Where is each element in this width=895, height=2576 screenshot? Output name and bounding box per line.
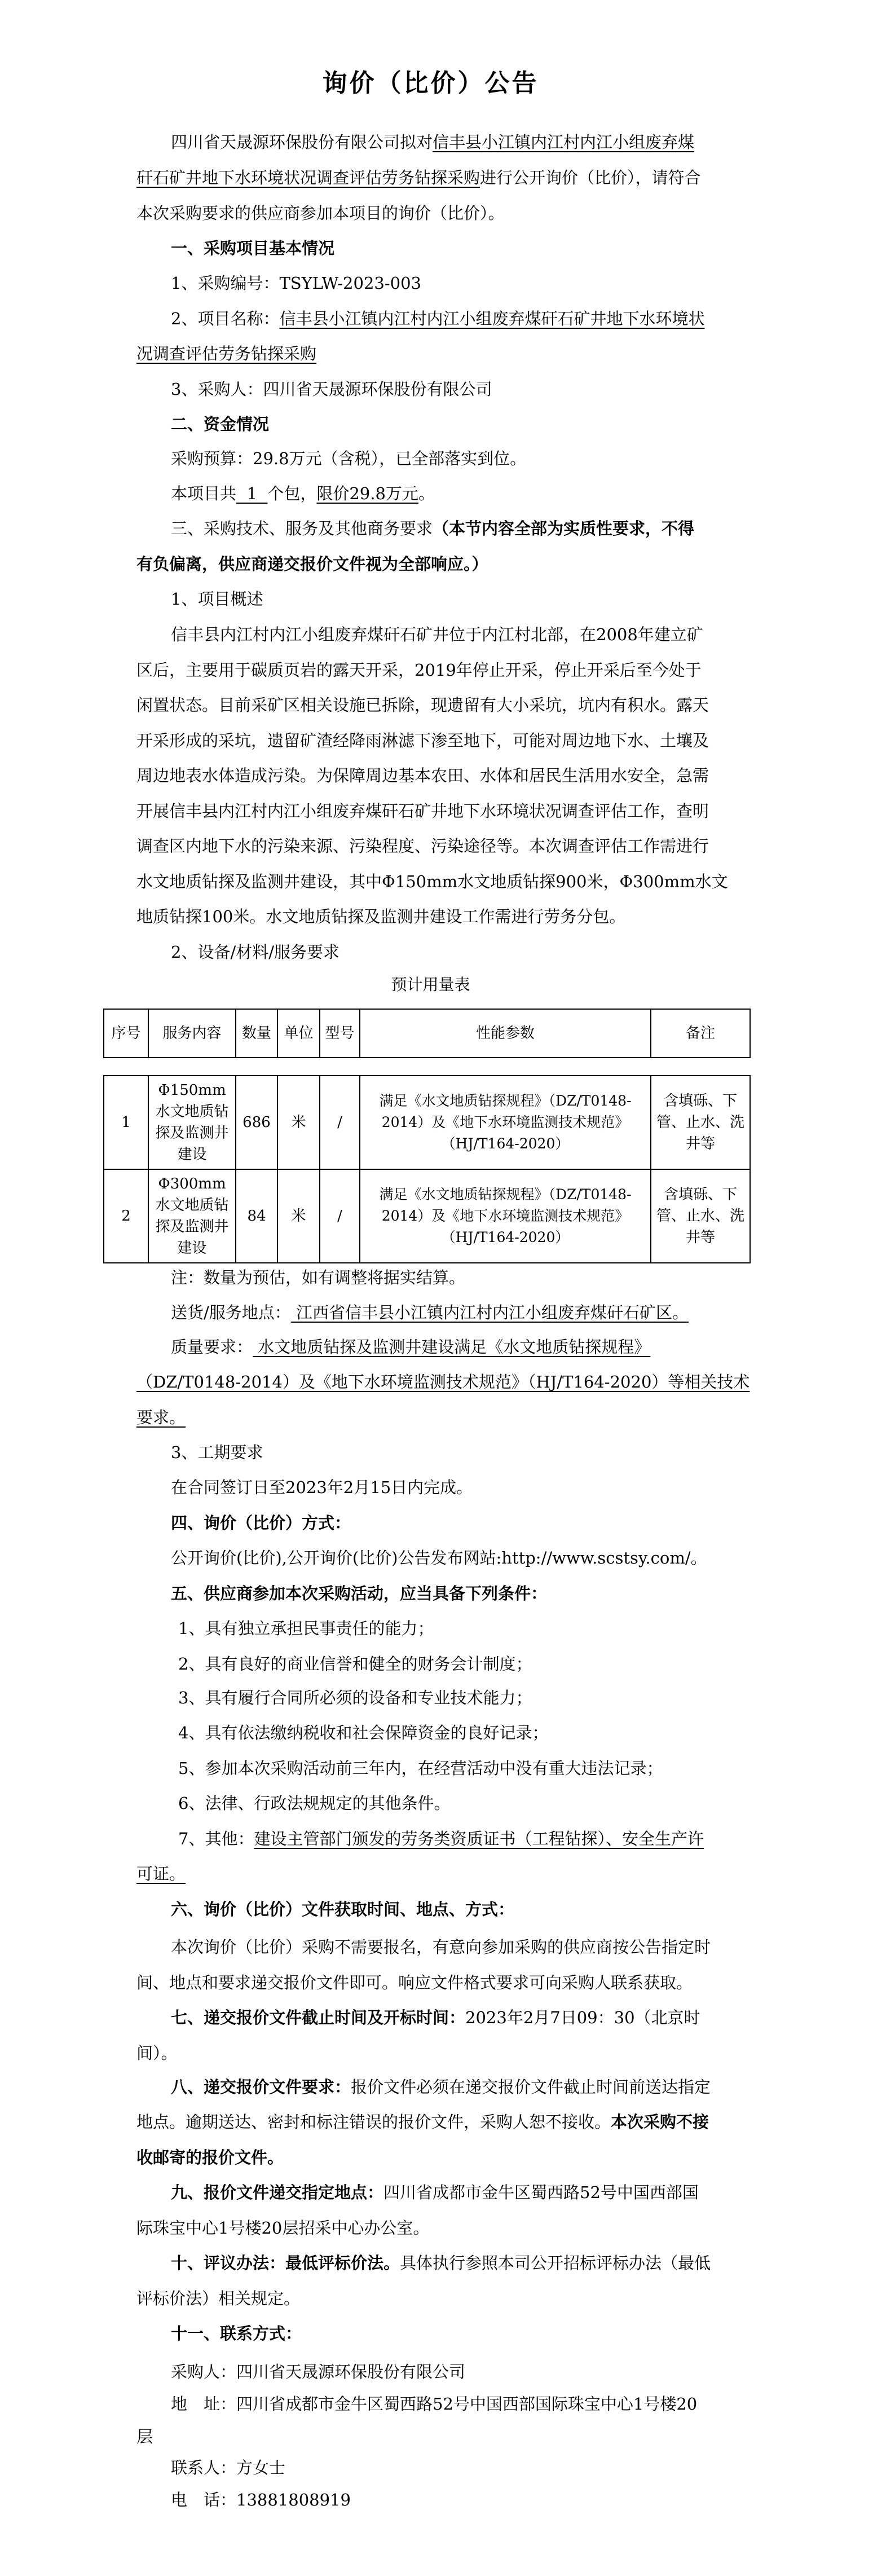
intro-text: 四川省天晟源环保股份有限公司拟对 [171,133,433,152]
section-6-text-1: 本次询价（比价）采购不需要报名，有意向参加采购的供应商按公告指定时 [171,1937,711,1957]
condition-7-value: 建设主管部门颁发的劳务类资质证书（工程钻探）、安全生产许 [254,1829,704,1848]
section-3-title: 三、采购技术、服务及其他商务要求 [171,519,433,538]
project-name-link: 信丰县小江镇内江村内江小组废弃煤 [433,133,695,152]
project-name-label: 2、项目名称： [171,309,280,328]
section-8-text-2: 地点。逾期送达、密封和标注错误的报价文件，采购人恕不接收。 [136,2112,611,2132]
overview-line-9: 地质钻探100米。水文地质钻探及监测井建设工作需进行劳务分包。 [136,907,626,926]
cell-remark: 含填砾、下管、止水、洗井等 [651,1076,750,1169]
section-3-note: （本节内容全部为实质性要求，不得 [433,519,695,538]
condition-item: 5、参加本次采购活动前三年内，在经营活动中没有重大违法记录； [178,1759,663,1778]
page-title: 询价（比价）公告 [322,69,539,98]
cell-model: / [320,1169,360,1263]
table-row [104,1169,750,1263]
contact-phone[interactable]: 电 话：13881808919 [171,2490,351,2509]
quality-value-cont: （DZ/T0148-2014）及《地下水环境监测技术规范》（HJ/T164-2020）等相关技术 [136,1372,750,1392]
cell-unit: 米 [277,1076,320,1169]
quality-value: 水文地质钻探及监测井建设满足《水文地质钻探规程》 [253,1337,651,1357]
section-10-line-2: 评标价法）相关规定。 [136,2289,301,2308]
contact-address-cont: 层 [136,2427,153,2446]
usage-table-body [103,1075,751,1263]
condition-item: 1、具有独立承担民事责任的能力； [178,1619,434,1638]
section-7-line-2: 间）。 [136,2044,178,2063]
section-2-heading: 二、资金情况 [171,415,270,434]
section-10-text: 具体执行参照本司公开招标评标办法（最低 [400,2253,711,2273]
usage-table-header [103,1009,751,1058]
section-5-heading: 五、供应商参加本次采购活动，应当具备下列条件： [171,1584,548,1603]
condition-7-value-cont: 可证。 [136,1864,186,1883]
section-8-line-3: 收邮寄的报价文件。 [136,2148,284,2167]
header-qty: 数量 [236,1009,277,1058]
contact-person: 联系人：方女士 [171,2458,286,2477]
header-no: 序号 [104,1009,148,1058]
cell-spec: 满足《水文地质钻探规程》（DZ/T0148-2014）及《地下水环境监测技术规范》（HJ/T164-2020） [360,1169,651,1263]
delivery-value: 江西省信丰县小江镇内江村内江小组废弃煤矸石矿区。 [290,1303,689,1322]
project-name-line [171,306,764,331]
intro-line-1 [171,130,764,155]
package-line [171,481,764,506]
section-6-text-2: 间、地点和要求递交报价文件即可。响应文件格式要求可向采购人联系获取。 [136,1973,693,1992]
header-content: 服务内容 [148,1009,236,1058]
project-name-value: 信丰县小江镇内江村内江小组废弃煤矸石矿井地下水环境状 [279,309,705,328]
procurement-number: 1、采购编号：TSYLW-2023-003 [171,274,421,293]
cell-unit: 米 [277,1169,320,1263]
section-10-heading: 十、评议办法：最低评标价法。 [171,2253,400,2273]
section-9-line-2: 际珠宝中心1号楼20层招采中心办公室。 [136,2218,430,2238]
section-8-text: 报价文件必须在递交报价文件截止时间前送达指定 [351,2077,711,2097]
package-end: 。 [418,484,435,503]
section-11-heading: 十一、联系方式： [171,2324,302,2343]
section-8-line [171,2075,764,2099]
budget-line: 采购预算：29.8万元（含税），已全部落实到位。 [171,449,527,468]
overview-line-3: 闲置状态。目前采矿区相关设施已拆除，现遗留有大小采坑，坑内有积水。露天 [136,695,709,715]
package-count: 1 [236,484,268,503]
section-9-heading: 九、报价文件递交指定地点： [171,2183,384,2202]
inquiry-method-text: 公开询价(比价),公开询价(比价)公告发布网站:http://www.scstsy.com/。 [171,1548,707,1567]
overview-line-7: 调查区内地下水的污染来源、污染程度、污染途径等。本次调查评估工作需进行 [136,836,709,856]
condition-item: 4、具有依法缴纳税收和社会保障资金的良好记录； [178,1723,549,1742]
cell-content: Φ150mm水文地质钻探及监测井建设 [148,1076,236,1169]
cell-qty: 686 [236,1076,277,1169]
table-caption: 预计用量表 [391,975,470,994]
period-text: 在合同签订日至2023年2月15日内完成。 [171,1478,473,1497]
deadline-value: 2023年2月7日09：30（北京时 [465,2008,700,2027]
condition-item: 2、具有良好的商业信誉和健全的财务会计制度； [178,1654,532,1674]
header-model: 型号 [320,1009,360,1058]
requirements-heading: 2、设备/材料/服务要求 [171,943,340,962]
quality-line-3 [136,1405,764,1430]
condition-item-7 [178,1826,764,1851]
table-row [104,1076,750,1169]
contact-buyer: 采购人：四川省天晟源环保股份有限公司 [171,2362,466,2381]
overview-line-2: 区后，主要用于碳质页岩的露天开采，2019年停止开采，停止开采后至今处于 [136,660,702,680]
intro-text-2: 进行公开询价（比价），请符合 [480,168,701,187]
section-7-heading: 七、递交报价文件截止时间及开标时间： [171,2008,466,2027]
cell-no: 1 [104,1076,148,1169]
section-4-heading: 四、询价（比价）方式： [171,1513,351,1533]
package-text-2: 个包， [267,484,317,503]
period-heading: 3、工期要求 [171,1443,263,1462]
quality-line-2 [136,1370,764,1394]
section-7-line [171,2005,764,2030]
cell-model: / [320,1076,360,1169]
project-name-cont: 矸石矿井地下水环境状况调查评估劳务钻探采购 [136,168,480,187]
purchaser-line: 3、采购人：四川省天晟源环保股份有限公司 [171,380,492,399]
condition-7-label: 7、其他： [178,1829,254,1848]
section-3-heading [171,516,764,541]
project-name-line-2 [136,341,764,366]
section-6-heading: 六、询价（比价）文件获取时间、地点、方式： [171,1900,515,1919]
condition-item: 3、具有履行合同所必须的设备和专业技术能力； [178,1688,532,1707]
overview-line-6: 开展信丰县内江村内江小组废弃煤矸石矿井地下水环境状况调查评估工作，查明 [136,802,709,821]
delivery-label: 送货/服务地点： [171,1303,291,1322]
overview-line-8: 水文地质钻探及监测井建设，其中Φ150mm水文地质钻探900米，Φ300mm水文 [136,872,728,891]
intro-line-2 [136,165,764,190]
header-spec: 性能参数 [360,1009,651,1058]
intro-line-3: 本次采购要求的供应商参加本项目的询价（比价）。 [136,204,505,223]
cell-remark: 含填砾、下管、止水、洗井等 [651,1169,750,1263]
overview-line-4: 开采形成的采坑，遗留矿渣经降雨淋滤下渗至地下，可能对周边地下水、土壤及 [136,731,709,750]
project-name-value-cont: 况调查评估劳务钻探采购 [136,344,317,363]
delivery-line [171,1300,764,1325]
overview-line-1: 信丰县内江村内江小组废弃煤矸石矿井位于内江村北部，在2008年建立矿 [171,625,703,644]
quality-value-end: 要求。 [136,1408,186,1427]
section-8-bold: 本次采购不接 [611,2112,709,2132]
cell-no: 2 [104,1169,148,1263]
quality-label: 质量要求： [171,1337,253,1357]
section-1-heading: 一、采购项目基本情况 [171,239,335,258]
package-text: 本项目共 [171,484,237,503]
section-10-line [171,2251,764,2275]
contact-address: 地 址：四川省成都市金牛区蜀西路52号中国西部国际珠宝中心1号楼20 [171,2394,698,2414]
overview-line-5: 周边地表水体造成污染。为保障周边基本农田、水体和居民生活用水安全，急需 [136,766,709,785]
cell-spec: 满足《水文地质钻探规程》（DZ/T0148-2014）及《地下水环境监测技术规范》（HJ/T164-2020） [360,1076,651,1169]
header-remark: 备注 [651,1009,750,1058]
header-unit: 单位 [277,1009,320,1058]
submission-address: 四川省成都市金牛区蜀西路52号中国西部国 [383,2183,699,2202]
section-8-line-2 [136,2110,764,2134]
price-limit: 限价29.8万元 [316,484,418,503]
section-3-note-cont: 有负偏离，供应商递交报价文件视为全部响应。） [136,554,488,574]
section-8-heading: 八、递交报价文件要求： [171,2077,351,2097]
condition-item: 6、法律、行政法规规定的其他条件。 [178,1794,451,1813]
cell-qty: 84 [236,1169,277,1263]
condition-item-7-cont [136,1861,764,1886]
overview-heading: 1、项目概述 [171,589,263,609]
table-note: 注：数量为预估，如有调整将据实结算。 [171,1268,466,1287]
section-9-line [171,2180,764,2205]
cell-content: Φ300mm水文地质钻探及监测井建设 [148,1169,236,1263]
quality-line [171,1335,764,1359]
table-header-row [104,1009,750,1058]
